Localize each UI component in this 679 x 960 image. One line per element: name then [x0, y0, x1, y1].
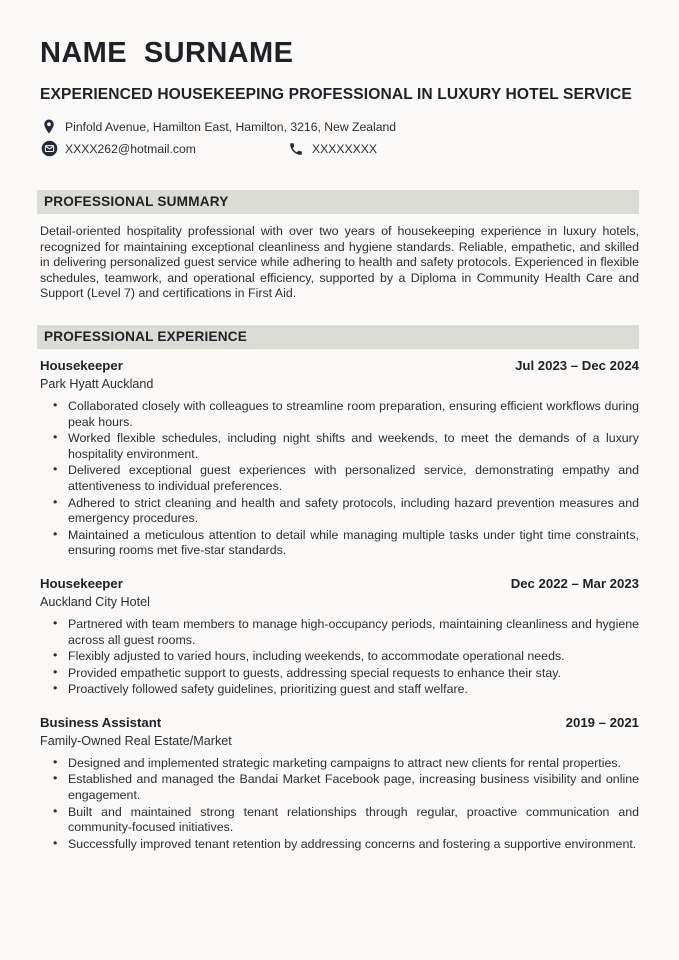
job-title: Housekeeper [40, 575, 123, 591]
job-title: Housekeeper [40, 357, 123, 373]
job-dates: 2019 – 2021 [565, 714, 639, 730]
summary-text: Detail-oriented hospitality professional with over two years of housekeeping experience in luxury hotels, recognized for maintaining exceptional cleanliness and hygiene standards. Reliable, empathetic, and skilled in delivering personalized guest service while adhering to health and safety protocols. Experienced in flexible schedules, teamwork, and operational efficiency, supported by a Diploma in Community Health Care and Support (Level 7) and certifications in First Aid. [40, 224, 639, 301]
job-company: Auckland City Hotel [40, 594, 150, 609]
phone-text: XXXXXXXX [312, 141, 378, 156]
job-bullets [40, 756, 639, 853]
person-name: NAME SURNAME [40, 37, 294, 69]
bullet-item: • Worked flexible schedules, including night shifts and weekends, to meet the demands of a luxury hospitality environment. [40, 431, 639, 462]
phone-cell [287, 142, 377, 156]
address-row [40, 118, 639, 135]
job-company: Family-Owned Real Estate/Market [40, 733, 232, 748]
job-entry-3 [40, 715, 639, 853]
job-entry-1 [40, 358, 639, 559]
bullet-item: • Provided empathetic support to guests, addressing special requests to enhance their stay. [40, 666, 639, 682]
job-header [40, 576, 639, 591]
bullet-item: • Flexibly adjusted to varied hours, including weekends, to accommodate operational needs. [40, 649, 639, 665]
bullet-item: • Partnered with team members to manage high-occupancy periods, maintaining cleanliness and hygiene across all guest rooms. [40, 617, 639, 648]
bullet-item: • Adhered to strict cleaning and health and safety protocols, including hazard prevention measures and emergency procedures. [40, 496, 639, 527]
address-text: Pinfold Avenue, Hamilton East, Hamilton, 3216, New Zealand [65, 119, 397, 134]
job-title: Business Assistant [40, 714, 162, 730]
experience-section [40, 325, 639, 852]
bullet-item: • Collaborated closely with colleagues to streamline room preparation, ensuring efficient workflows during peak hours. [40, 399, 639, 430]
job-header [40, 358, 639, 373]
email-text: XXXX262@hotmail.com [65, 141, 196, 156]
experience-section-heading: PROFESSIONAL EXPERIENCE [37, 325, 639, 349]
map-pin-icon [40, 119, 58, 134]
bullet-item: • Maintained a meticulous attention to detail while managing multiple tasks under tight time constraints, ensuring rooms met five-star standards. [40, 528, 639, 559]
bullet-item: • Successfully improved tenant retention by addressing concerns and fostering a supportive environment. [40, 837, 639, 853]
email-phone-row [40, 140, 639, 157]
headline: EXPERIENCED HOUSEKEEPING PROFESSIONAL IN LUXURY HOTEL SERVICE [40, 86, 632, 103]
resume-header [40, 37, 639, 157]
bullet-item: • Designed and implemented strategic marketing campaigns to attract new clients for rental properties. [40, 756, 639, 772]
bullet-item: • Established and managed the Bandai Market Facebook page, increasing business visibility and online engagement. [40, 772, 639, 803]
bullet-item: • Built and maintained strong tenant relationships through regular, proactive communication and community-focused initiatives. [40, 805, 639, 836]
job-entry-2 [40, 576, 639, 698]
job-dates: Dec 2022 – Mar 2023 [510, 575, 639, 591]
summary-section-heading: PROFESSIONAL SUMMARY [37, 190, 639, 214]
email-icon [40, 140, 58, 157]
job-bullets [40, 617, 639, 698]
phone-icon [287, 142, 305, 156]
summary-section [40, 190, 639, 302]
bullet-item: • Delivered exceptional guest experiences with personalized service, demonstrating empathy and attentiveness to individual preferences. [40, 463, 639, 494]
email-cell [40, 140, 287, 157]
job-header [40, 715, 639, 730]
job-bullets [40, 399, 639, 559]
job-dates: Jul 2023 – Dec 2024 [515, 357, 639, 373]
contact-info [40, 118, 639, 157]
job-company: Park Hyatt Auckland [40, 376, 154, 391]
bullet-item: • Proactively followed safety guidelines, prioritizing guest and staff welfare. [40, 682, 639, 698]
